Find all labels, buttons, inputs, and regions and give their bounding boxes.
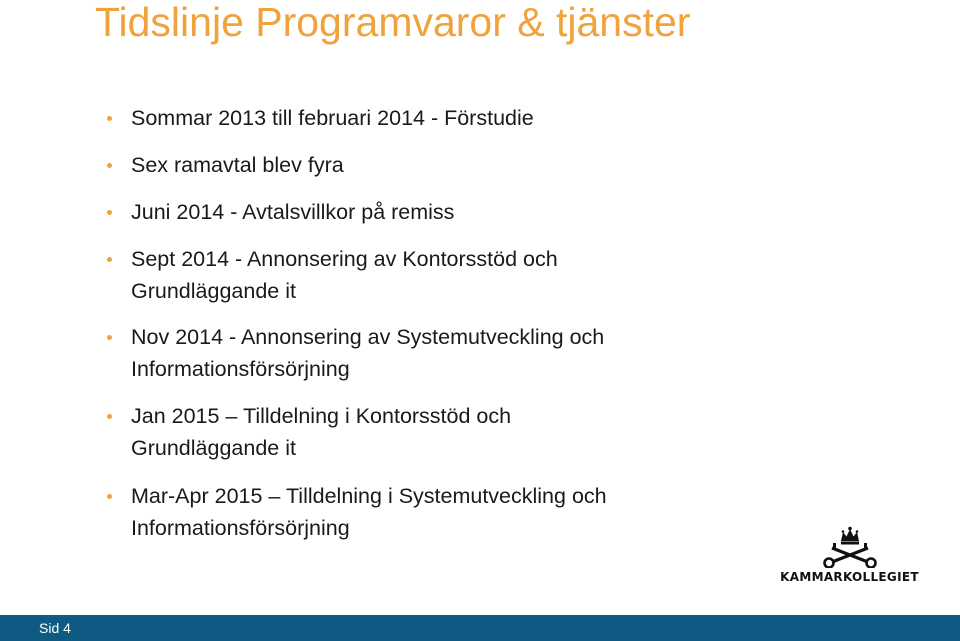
bullet-marker-icon (107, 163, 112, 168)
bullet-item (131, 400, 771, 464)
bullet-text: Juni 2014 - Avtalsvillkor på remiss (131, 200, 455, 224)
bullet-marker-icon (107, 414, 112, 419)
slide-title: Tidslinje Programvaror & tjänster (95, 0, 691, 45)
bullet-item (131, 480, 771, 544)
bullet-marker-icon (107, 494, 112, 499)
logo-wordmark: KAMMARKOLLEGIET (780, 570, 919, 584)
footer-bar (0, 615, 960, 641)
bullet-text: Sept 2014 - Annonsering av Kontorsstöd och Grundläggande it (131, 247, 558, 303)
bullet-item (131, 321, 771, 385)
bullet-text: Nov 2014 - Annonsering av Systemutveckling och Informationsförsörjning (131, 325, 605, 381)
bullet-marker-icon (107, 335, 112, 340)
page-number: Sid 4 (39, 620, 71, 636)
bullet-marker-icon (107, 257, 112, 262)
bullet-item (131, 196, 771, 228)
bullet-text: Sommar 2013 till februari 2014 - Förstudie (131, 106, 534, 130)
bullet-marker-icon (107, 210, 112, 215)
bullet-text: Mar-Apr 2015 – Tilldelning i Systemutveckling och Informationsförsörjning (131, 484, 607, 540)
kammarkollegiet-logo (778, 526, 921, 590)
bullet-text: Sex ramavtal blev fyra (131, 153, 344, 177)
bullet-item (131, 243, 771, 307)
crown-crossed-keys-icon (822, 526, 878, 568)
bullet-text: Jan 2015 – Tilldelning i Kontorsstöd och Grundläggande it (131, 404, 512, 460)
bullet-item (131, 149, 771, 181)
bullet-item (131, 102, 771, 134)
bullet-marker-icon (107, 116, 112, 121)
